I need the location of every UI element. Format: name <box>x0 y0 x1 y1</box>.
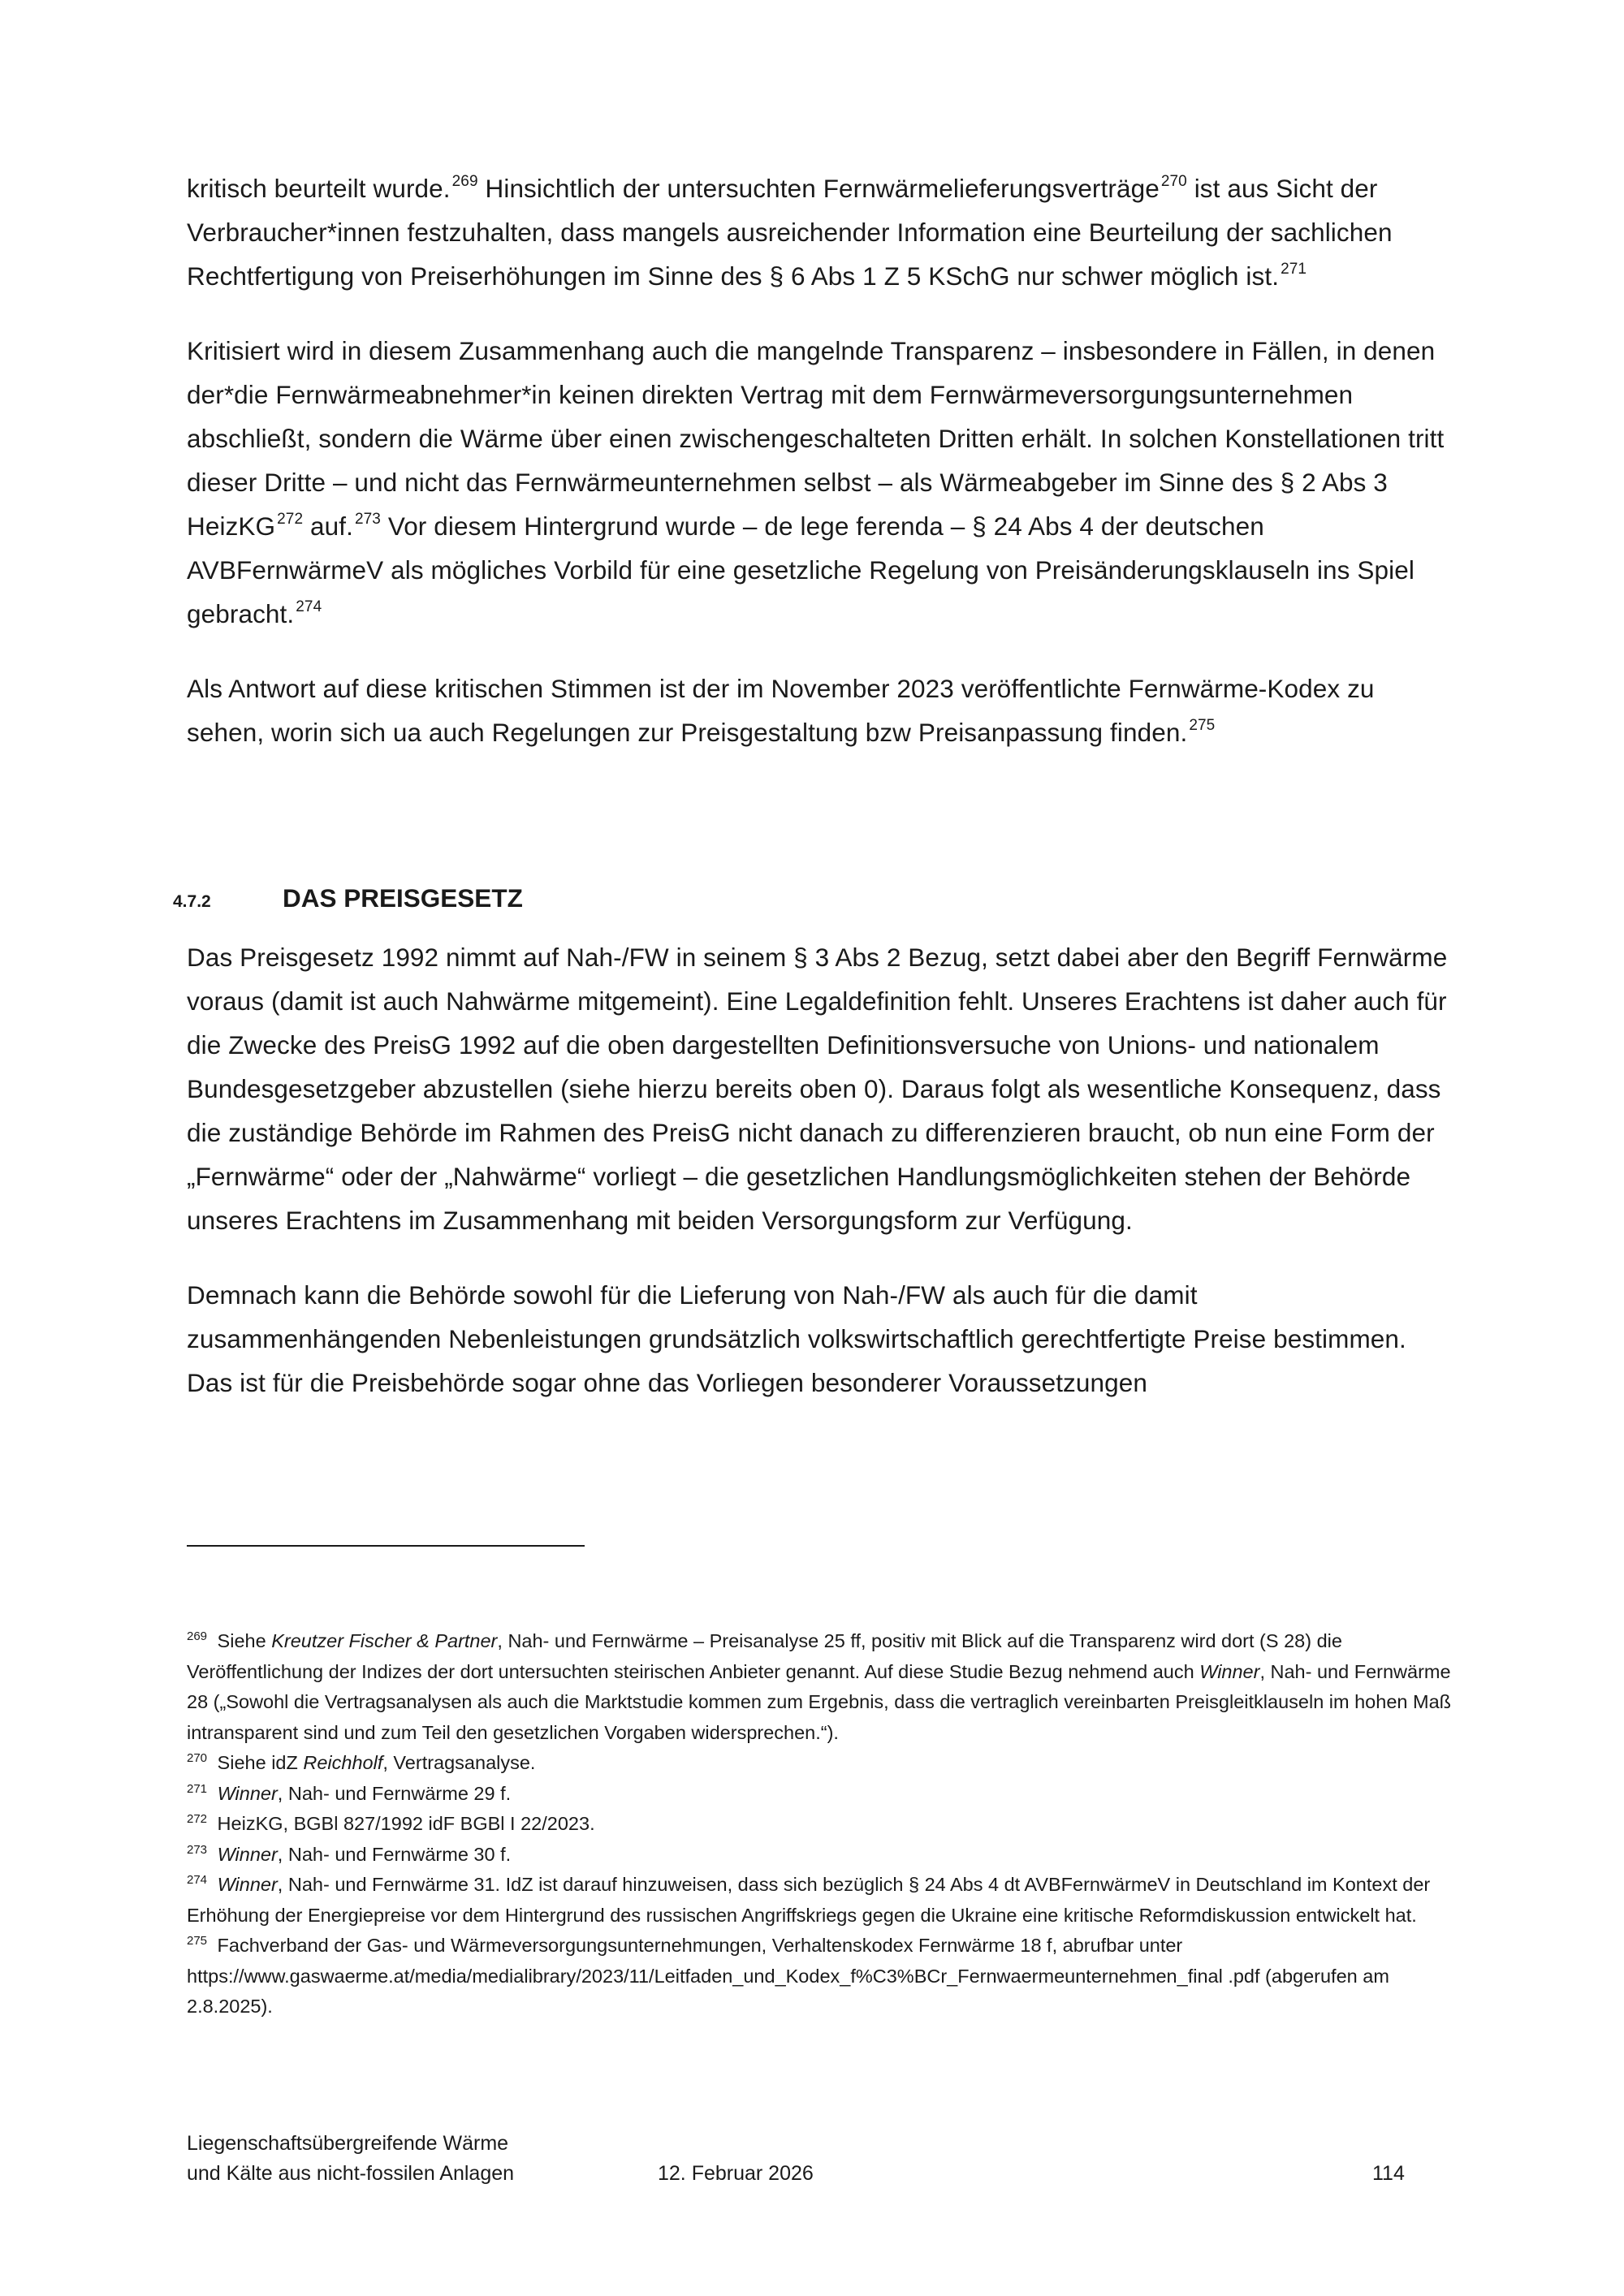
text-run: Demnach kann die Behörde sowohl für die Lieferung von Nah-/FW als auch für die damit zusammenhängenden Nebenleistungen grundsätzlich volkswirtschaftlich gerechtfertigte Preise bestimmen. Das ist für die Preisbehörde sogar ohne das Vorliegen besonderer Voraussetzungen <box>187 1280 1406 1397</box>
footnote-number: 274 <box>187 1873 208 1887</box>
page-number: 114 <box>1372 2162 1405 2185</box>
footnote-number: 271 <box>187 1781 208 1796</box>
text-run: , Nah- und Fernwärme 31. IdZ ist darauf hinzuweisen, dass sich bezüglich § 24 Abs 4 dt AVBFernwärmeV in Deutschland im Kontext der Erhöhung der Energiepreise vor dem Hintergrund des russischen Angriffskriegs gegen die Ukraine eine kritische Reformdiskussion entwickelt hat. <box>187 1874 1431 1926</box>
footnote-reference[interactable]: 272 <box>277 511 304 528</box>
footnote-reference[interactable]: 269 <box>451 173 478 190</box>
footnote <box>187 1748 1462 1779</box>
footnote <box>187 1870 1462 1931</box>
footer-date: 12. Februar 2026 <box>658 2162 814 2185</box>
footer-title-line: und Kälte aus nicht-fossilen Anlagen <box>187 2162 515 2185</box>
paragraph <box>187 935 1453 1242</box>
text-run: , Nah- und Fernwärme 30 f. <box>277 1843 512 1865</box>
text-run: , Vertragsanalyse. <box>382 1752 536 1773</box>
text-run: Siehe idZ <box>212 1752 304 1773</box>
cited-author: Reichholf <box>303 1752 383 1773</box>
text-run: auf. <box>303 511 353 541</box>
footnote-number: 275 <box>187 1934 208 1948</box>
footnote-separator <box>187 1545 585 1547</box>
text-run: ist aus Sicht der Verbraucher*innen festzuhalten, dass mangels ausreichender Information eine Beurteilung der sachlichen Rechtfertigung von Preiserhöhungen im Sinne des § 6 Abs 1 Z 5 KSchG nur schwer möglich ist. <box>187 174 1393 291</box>
footnotes <box>187 1626 1462 2022</box>
section-title: DAS PREISGESETZ <box>283 883 523 913</box>
text-run: Das Preisgesetz 1992 nimmt auf Nah-/FW in seinem § 3 Abs 2 Bezug, setzt dabei aber den Begriff Fernwärme voraus (damit ist auch Nahwärme mitgemeint). Eine Legaldefinition fehlt. Unseres Erachtens ist daher auch für die Zwecke des PreisG 1992 auf die oben dargestellten Definitionsversuche von Unions- und nationalem Bundesgesetzgeber abzustellen (siehe hierzu bereits oben 0). Daraus folgt als wesentliche Konsequenz, dass die zuständige Behörde im Rahmen des PreisG nicht danach zu differenzieren braucht, ob nun eine Form der „Fernwärme“ oder der „Nahwärme“ vorliegt – die gesetzlichen Handlungsmöglichkeiten stehen der Behörde unseres Erachtens im Zusammenhang mit beiden Versorgungsform zur Verfügung. <box>187 943 1448 1235</box>
footer-document-title <box>187 2129 514 2189</box>
footnote <box>187 1840 1462 1871</box>
text-run: kritisch beurteilt wurde. <box>187 174 451 203</box>
footnote-reference[interactable]: 273 <box>354 511 381 528</box>
cited-author: Winner <box>217 1874 278 1895</box>
text-run: HeizKG, BGBl 827/1992 idF BGBl I 22/2023. <box>212 1813 595 1834</box>
paragraph <box>187 667 1453 754</box>
footnote-number: 272 <box>187 1812 208 1826</box>
paragraph <box>187 329 1453 636</box>
footnote <box>187 1626 1462 1748</box>
footnote-reference[interactable]: 270 <box>1160 173 1187 190</box>
cited-author: Kreutzer Fischer & Partner <box>271 1630 498 1651</box>
text-run: Siehe <box>212 1630 272 1651</box>
footnote-number: 273 <box>187 1842 208 1857</box>
section-heading <box>173 883 523 913</box>
footnote-reference[interactable]: 271 <box>1281 261 1307 278</box>
text-run: Vor diesem Hintergrund wurde – de lege ferenda – § 24 Abs 4 der deutschen AVBFernwärmeV als mögliches Vorbild für eine gesetzliche Regelung von Preisänderungsklauseln ins Spiel gebracht. <box>187 511 1415 628</box>
footnote-reference[interactable]: 274 <box>296 598 322 615</box>
cited-author: Winner <box>217 1843 278 1865</box>
cited-author: Winner <box>217 1782 278 1804</box>
footer-title-line: Liegenschaftsübergreifende Wärme <box>187 2132 509 2155</box>
text-run: Als Antwort auf diese kritischen Stimmen ist der im November 2023 veröffentlichte Fernwärme-Kodex zu sehen, worin sich ua auch Regelungen zur Preisgestaltung bzw Preisanpassung finden. <box>187 674 1375 747</box>
text-run: Kritisiert wird in diesem Zusammenhang auch die mangelnde Transparenz – insbesondere in Fällen, in denen der*die Fernwärmeabnehmer*in keinen direkten Vertrag mit dem Fernwärmeversorgungsunternehmen abschließt, sondern die Wärme über einen zwischengeschalteten Dritten erhält. In solchen Konstellationen tritt dieser Dritte – und nicht das Fernwärmeunternehmen selbst – als Wärmeabgeber im Sinne des § 2 Abs 3 HeizKG <box>187 336 1445 541</box>
text-run: , Nah- und Fernwärme 28 („Sowohl die Vertragsanalysen als auch die Marktstudie kommen zum Ergebnis, dass die vertraglich vereinbarten Preisgleitklauseln im hohen Maß intransparent sind und zum Teil den gesetzlichen Vorgaben widersprechen.“). <box>187 1660 1451 1743</box>
section-number: 4.7.2 <box>173 892 211 911</box>
footnote-reference[interactable]: 275 <box>1189 717 1216 734</box>
footnote <box>187 1931 1462 2022</box>
paragraph <box>187 166 1453 298</box>
footnote <box>187 1809 1462 1840</box>
text-run: Hinsichtlich der untersuchten Fernwärmelieferungsverträge <box>477 174 1160 203</box>
body-text-section <box>187 935 1453 1435</box>
footnote <box>187 1779 1462 1810</box>
text-run: , Nah- und Fernwärme 29 f. <box>277 1782 512 1804</box>
cited-author: Winner <box>1199 1660 1260 1682</box>
body-text-top <box>187 166 1453 785</box>
footnote-number: 269 <box>187 1629 208 1643</box>
footnote-number: 270 <box>187 1751 208 1765</box>
text-run: Fachverband der Gas- und Wärmeversorgungsunternehmungen, Verhaltenskodex Fernwärme 18 f, abrufbar unter https://www.gaswaerme.at/media/medialibrary/2023/11/Leitfaden_und_Kodex_f%C3%BCr_Fernwaermeunternehmen_final .pdf (abgerufen am 2.8.2025). <box>187 1935 1389 2017</box>
text-run: , Nah- und Fernwärme – Preisanalyse 25 ff, positiv mit Blick auf die Transparenz wird dort (S 28) die Veröffentlichung der Indizes der dort untersuchten steirischen Anbieter genannt. Auf diese Studie Bezug nehmend auch <box>187 1630 1342 1682</box>
paragraph <box>187 1273 1453 1405</box>
